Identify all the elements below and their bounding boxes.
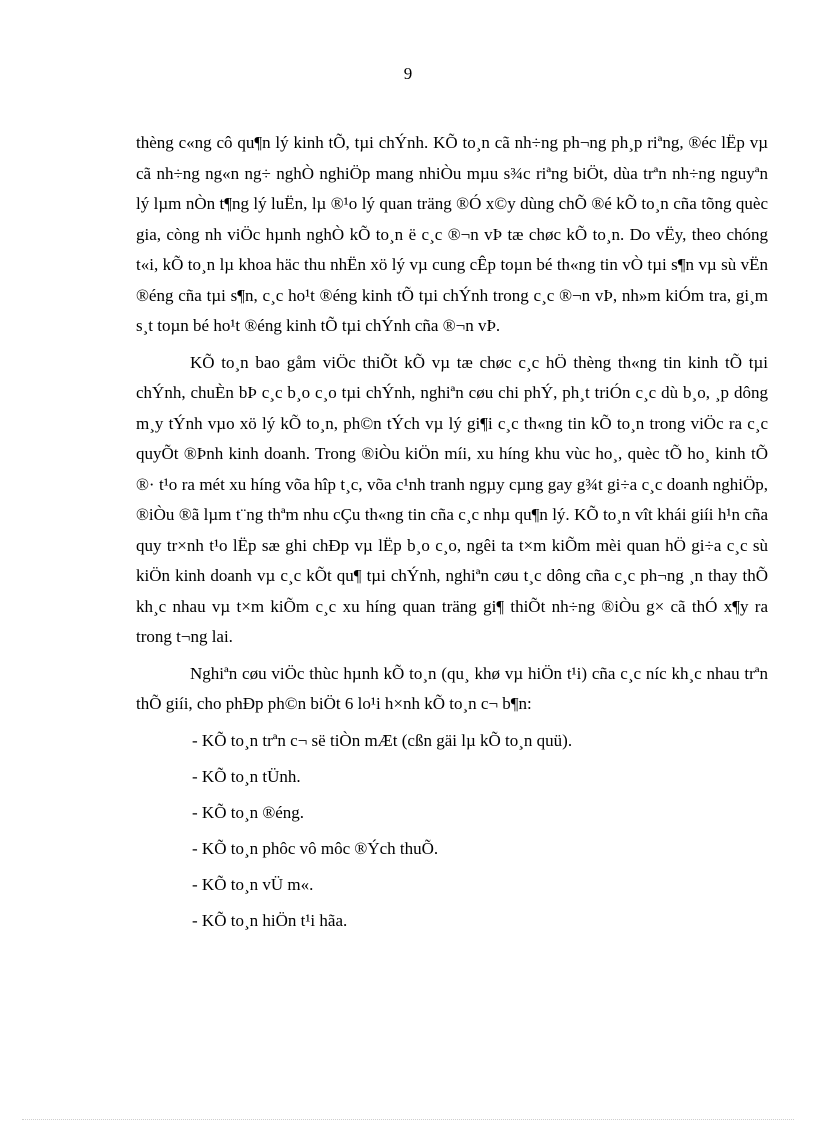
accounting-types-list <box>136 726 768 936</box>
footer-divider <box>22 1119 794 1120</box>
list-item: - KÕ to¸n phôc vô môc ®Ých thuÕ. <box>192 838 439 858</box>
list-item: - KÕ to¸n hiÖn t¹i hãa. <box>192 910 348 930</box>
paragraph-3: Nghiªn cøu viÖc thùc hµnh kÕ to¸n (qu¸ khø vµ hiÖn t¹i) cña c¸c níc kh¸c nhau trªn thÕ giíi, cho phÐp ph©n biÖt 6 lo¹i h×nh kÕ to¸n c¬ b¶n: <box>136 663 768 713</box>
paragraph-1: thèng c«ng cô qu¶n lý kinh tÕ, tµi chÝnh. KÕ to¸n cã nh÷ng ph¬ng ph¸p riªng, ®éc lËp vµ cã nh÷ng ng«n ng÷ nghÒ nghiÖp mang nhiÒu mµu s¾c riªng biÖt, dùa trªn nh÷ng nguyªn lý lµm nÒn t¶ng lý luËn, lµ ®¹o lý quan träng ®Ó x©y dùng chÕ ®é kÕ to¸n cña tõng quèc gia, còng nh viÖc hµnh nghÒ kÕ to¸n ë c¸c ®¬n vÞ tæ chøc kÕ to¸n. Do vËy, theo chóng t«i, kÕ to¸n lµ khoa häc thu nhËn xö lý vµ cung cÊp toµn bé th«ng tin vÒ tµi s¶n vµ sù vËn ®éng cña tµi s¶n, c¸c ho¹t ®éng kinh tÕ tµi chÝnh trong c¸c ®¬n vÞ, nh»m kiÓm tra, gi¸m s¸t toµn bé ho¹t ®éng kinh tÕ tµi chÝnh cña ®¬n vÞ. <box>136 133 768 335</box>
list-item: - KÕ to¸n tÜnh. <box>192 766 301 786</box>
list-item: - KÕ to¸n vÜ m«. <box>192 874 314 894</box>
page-number: 9 <box>403 64 413 83</box>
list-item: - KÕ to¸n trªn c¬ së tiÒn mÆt (cßn gäi lµ kÕ to¸n quü). <box>192 730 573 750</box>
paragraph-2: KÕ to¸n bao gåm viÖc thiÕt kÕ vµ tæ chøc c¸c hÖ thèng th«ng tin kinh tÕ tµi chÝnh, chuÈn bÞ c¸c b¸o c¸o tµi chÝnh, nghiªn cøu chi phÝ, ph¸t triÓn c¸c dù b¸o, ¸p dông m¸y tÝnh vµo xö lý kÕ to¸n, ph©n tÝch vµ lý gi¶i c¸c th«ng tin kÕ to¸n trong viÖc ra c¸c quyÕt ®Þnh kinh doanh. Trong ®iÒu kiÖn míi, xu híng khu vùc ho¸, quèc tÕ ho¸ kinh tÕ ®· t¹o ra mét xu híng võa hîp t¸c, võa c¹nh tranh ngµy cµng gay g¾t gi÷a c¸c doanh nghiÖp, ®iÒu ®ã lµm t¨ng thªm nhu cÇu th«ng tin cña c¸c nhµ qu¶n lý. KÕ to¸n vît khái giíi h¹n cña quy tr×nh t¹o lËp sæ ghi chÐp vµ lËp b¸o c¸o, ngêi ta t×m kiÕm mèi quan hÖ gi÷a c¸c sù kiÖn kinh doanh vµ c¸c kÕt qu¶ tµi chÝnh, nghiªn cøu t¸c dông cña c¸c ph¬ng ¸n thay thÕ kh¸c nhau vµ t×m kiÕm c¸c xu híng quan träng gi¶ thiÕt nh÷ng ®iÒu g× cã thÓ x¶y ra trong t¬ng lai. <box>136 352 768 646</box>
body-text <box>136 128 768 942</box>
list-item: - KÕ to¸n ®éng. <box>192 802 305 822</box>
